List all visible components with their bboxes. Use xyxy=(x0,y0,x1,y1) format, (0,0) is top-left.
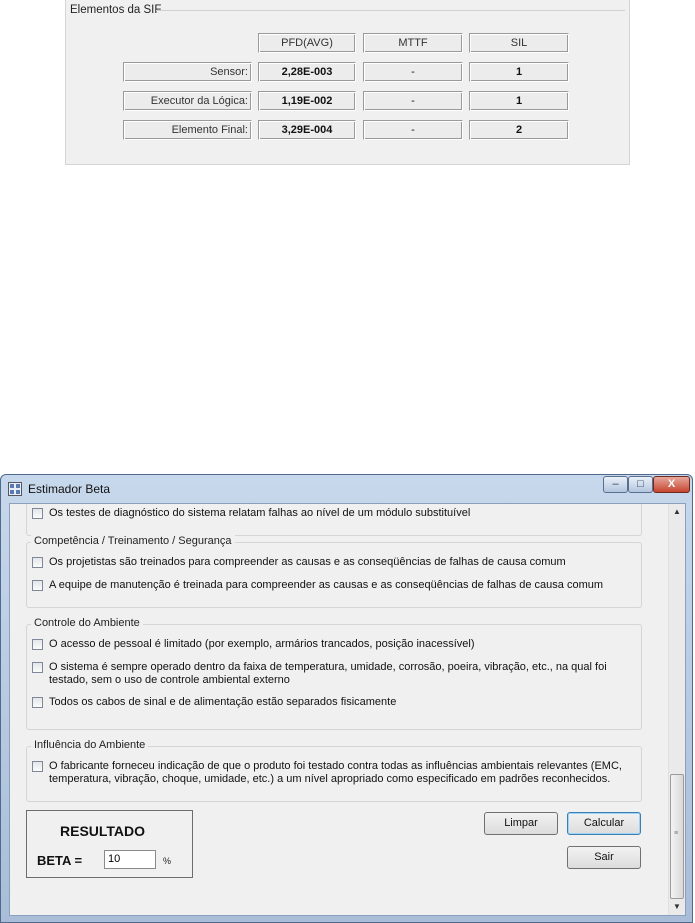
group-controle-ambiente xyxy=(26,617,642,730)
checkbox-box[interactable] xyxy=(32,508,43,519)
minimize-icon: – xyxy=(612,478,619,490)
checkbox-label: A equipe de manutenção é treinada para compreender as causas e as conseqüências de falhas de causa comum xyxy=(49,579,604,591)
checkbox-box[interactable] xyxy=(32,580,43,591)
checkbox-label: O fabricante forneceu indicação de que o produto foi testado contra todas as influências ambientais relevantes (EMC, temperatura, vibração, choque, umidade, etc.) a um nível apropriado como especificado em padrões reconhecidos. xyxy=(49,760,622,785)
close-button[interactable] xyxy=(653,476,690,493)
checkbox-box[interactable] xyxy=(32,662,43,673)
row-label-sensor: Sensor: xyxy=(123,62,252,82)
window-title: Estimador Beta xyxy=(28,482,111,496)
estimador-beta-window xyxy=(0,474,693,923)
grip-icon: ≡ xyxy=(674,830,679,837)
exit-button[interactable]: Sair xyxy=(567,846,641,869)
minimize-button[interactable] xyxy=(603,476,628,493)
group-title-influencia-ambiente: Influência do Ambiente xyxy=(31,739,148,751)
vertical-scrollbar[interactable] xyxy=(668,504,685,915)
pfd-value-sensor: 2,28E-003 xyxy=(258,62,356,82)
group-competencia xyxy=(26,535,642,608)
group-title-competencia: Competência / Treinamento / Segurança xyxy=(31,535,235,547)
checkbox-cables-separated[interactable] xyxy=(32,696,639,709)
checkbox-operated-within-range[interactable] xyxy=(32,661,639,687)
title-bar[interactable] xyxy=(1,475,692,503)
group-influencia-ambiente xyxy=(26,739,642,802)
checkbox-label: O acesso de pessoal é limitado (por exemplo, armários trancados, posição inacessível) xyxy=(49,638,475,650)
checkbox-box[interactable] xyxy=(32,761,43,772)
sil-value-logic-solver: 1 xyxy=(469,91,569,111)
row-label-final-element: Elemento Final: xyxy=(123,120,252,140)
checkbox-label: Todos os cabos de sinal e de alimentação estão separados fisicamente xyxy=(49,696,397,708)
group-title-controle-ambiente: Controle do Ambiente xyxy=(31,617,143,629)
pfd-value-final-element: 3,29E-004 xyxy=(258,120,356,140)
group-partial-diagnostics xyxy=(26,503,642,536)
checkbox-designers-trained[interactable] xyxy=(32,556,639,569)
clear-button[interactable]: Limpar xyxy=(484,812,558,835)
scroll-thumb[interactable] xyxy=(670,774,684,899)
maximize-icon: □ xyxy=(637,478,644,490)
row-label-logic-solver: Executor da Lógica: xyxy=(123,91,252,111)
app-icon xyxy=(8,482,22,496)
checkbox-label: O sistema é sempre operado dentro da faixa de temperatura, umidade, corrosão, poeira, vibração, etc., na qual foi testado, sem o uso de controle ambiental externo xyxy=(49,661,607,686)
header-sil: SIL xyxy=(469,33,569,53)
beta-label: BETA = xyxy=(37,853,83,868)
group-divider xyxy=(156,10,625,11)
calculate-button[interactable]: Calcular xyxy=(567,812,641,835)
checkbox-diagnostics[interactable] xyxy=(32,507,639,520)
header-pfd: PFD(AVG) xyxy=(258,33,356,53)
checkbox-label: Os testes de diagnóstico do sistema relatam falhas ao nível de um módulo substituível xyxy=(49,507,471,519)
beta-unit: % xyxy=(163,856,172,866)
checkbox-manufacturer-tested[interactable] xyxy=(32,760,639,786)
maximize-button[interactable] xyxy=(628,476,653,493)
close-icon: X xyxy=(667,478,676,490)
scroll-up-icon[interactable]: ▲ xyxy=(673,507,681,516)
client-area xyxy=(9,503,686,916)
checkbox-maintenance-trained[interactable] xyxy=(32,579,639,592)
checkbox-access-limited[interactable] xyxy=(32,638,639,651)
sif-group-title: Elementos da SIF xyxy=(70,4,162,16)
checkbox-box[interactable] xyxy=(32,639,43,650)
mttf-value-final-element: - xyxy=(363,120,463,140)
mttf-value-sensor: - xyxy=(363,62,463,82)
mttf-value-logic-solver: - xyxy=(363,91,463,111)
header-mttf: MTTF xyxy=(363,33,463,53)
sil-value-final-element: 2 xyxy=(469,120,569,140)
checkbox-label: Os projetistas são treinados para compreender as causas e as conseqüências de falhas de causa comum xyxy=(49,556,566,568)
sif-elements-group xyxy=(65,0,630,165)
checkbox-box[interactable] xyxy=(32,557,43,568)
pfd-value-logic-solver: 1,19E-002 xyxy=(258,91,356,111)
result-title: RESULTADO xyxy=(60,823,146,839)
result-panel xyxy=(26,810,193,878)
scroll-down-icon[interactable]: ▼ xyxy=(673,902,681,911)
sil-value-sensor: 1 xyxy=(469,62,569,82)
checkbox-box[interactable] xyxy=(32,697,43,708)
beta-value-field[interactable]: 10 xyxy=(104,850,156,869)
